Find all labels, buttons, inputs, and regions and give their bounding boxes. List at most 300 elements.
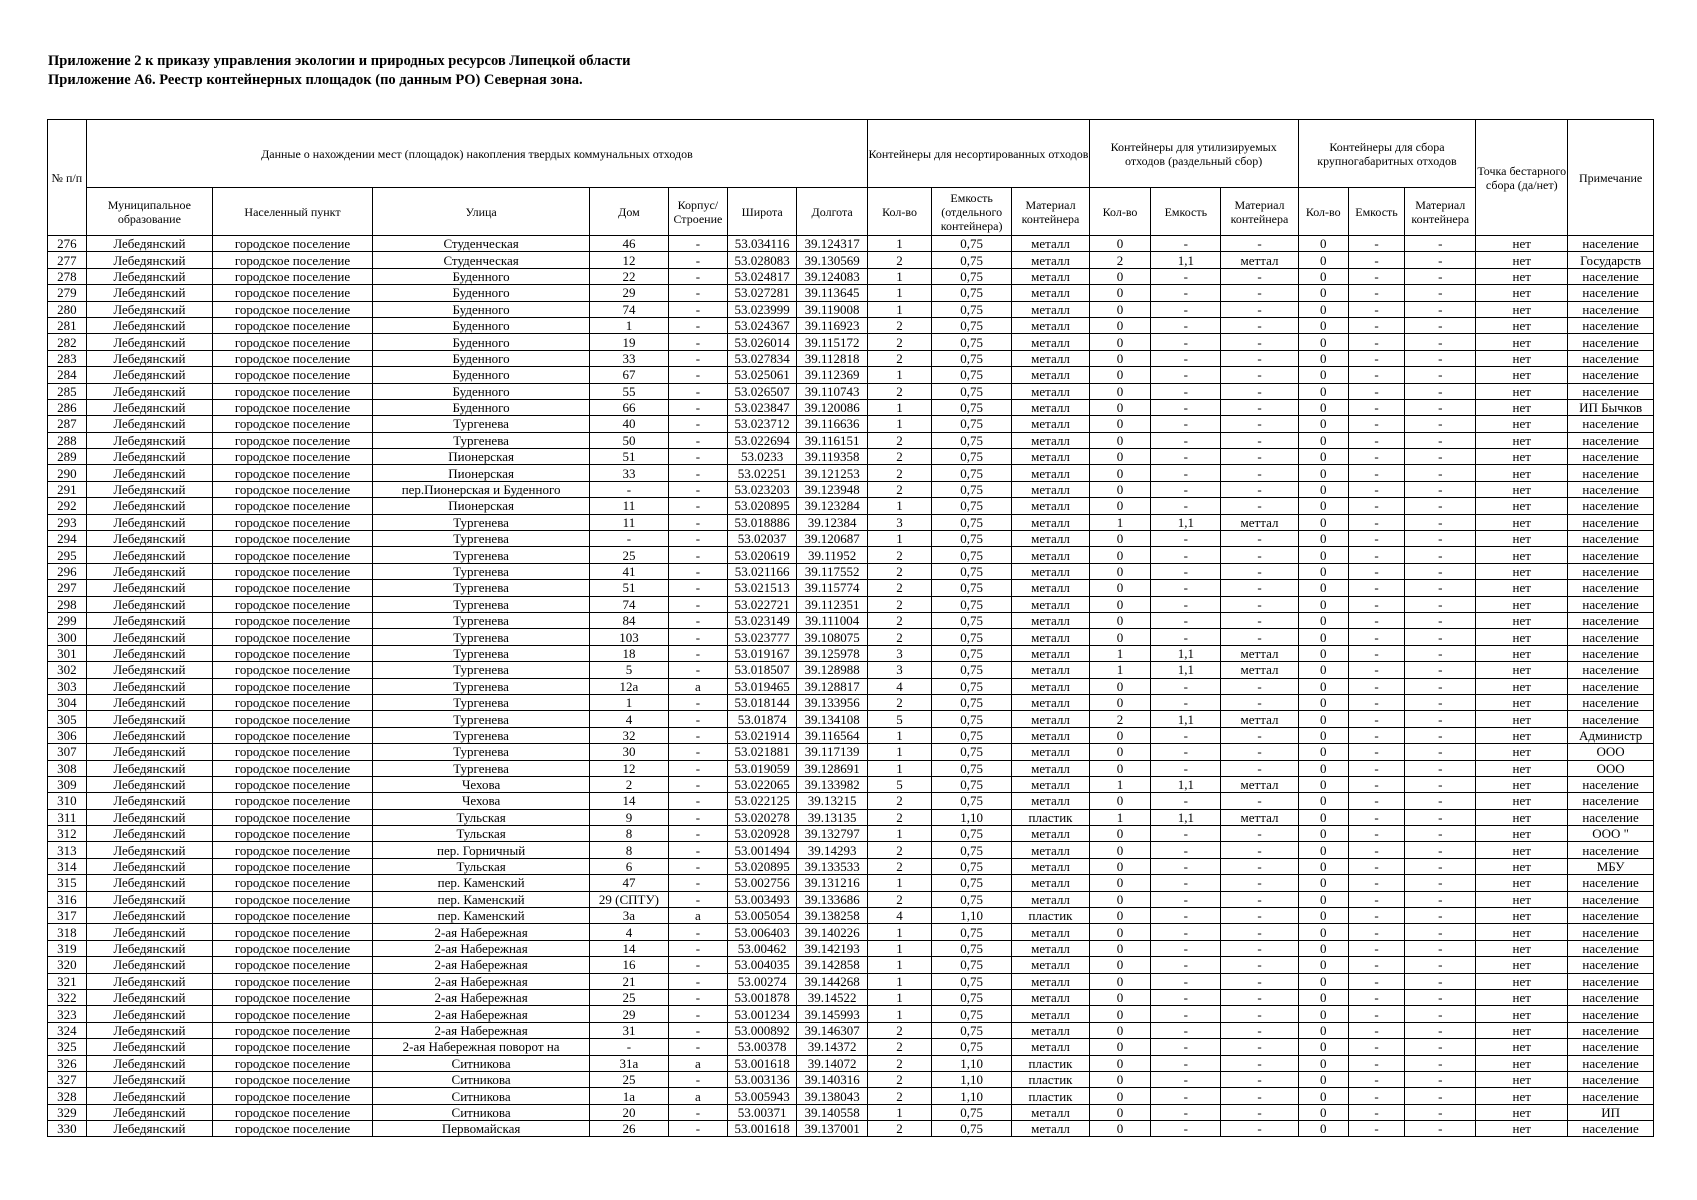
cell-recycled-capacity: - (1151, 1055, 1221, 1071)
cell-point: нет (1476, 744, 1568, 760)
cell-bulky-count: 0 (1298, 317, 1348, 333)
cell-unsorted-count: 2 (868, 612, 932, 628)
cell-unsorted-material: металл (1012, 858, 1089, 874)
col-group-bulky: Контейнеры для сбора крупногабаритных отходов (1298, 120, 1476, 188)
cell-bulky-capacity: - (1348, 334, 1404, 350)
cell-recycled-material: - (1221, 236, 1298, 252)
cell-lat: 53.019059 (728, 760, 797, 776)
cell-building: - (668, 858, 728, 874)
cell-recycled-count: 0 (1089, 1088, 1151, 1104)
cell-recycled-capacity: 1,1 (1151, 645, 1221, 661)
cell-lat: 53.022125 (728, 793, 797, 809)
cell-street: Пионерская (372, 465, 589, 481)
cell-lat: 53.001618 (728, 1055, 797, 1071)
cell-unsorted-count: 5 (868, 711, 932, 727)
cell-num: 313 (48, 842, 87, 858)
cell-unsorted-capacity: 0,75 (931, 940, 1011, 956)
table-row (48, 334, 1654, 350)
cell-bulky-count: 0 (1298, 645, 1348, 661)
cell-num: 284 (48, 367, 87, 383)
cell-recycled-capacity: - (1151, 416, 1221, 432)
cell-note: население (1568, 1121, 1654, 1137)
cell-recycled-capacity: - (1151, 1104, 1221, 1120)
cell-house: 84 (590, 612, 668, 628)
cell-bulky-capacity: - (1348, 1104, 1404, 1120)
cell-house: 74 (590, 301, 668, 317)
cell-num: 330 (48, 1121, 87, 1137)
col-header-building: Корпус/ Строение (668, 188, 728, 236)
cell-bulky-count: 0 (1298, 1121, 1348, 1137)
cell-unsorted-material: металл (1012, 875, 1089, 891)
document-heading (48, 52, 630, 90)
cell-unsorted-count: 2 (868, 793, 932, 809)
cell-bulky-material: - (1405, 826, 1476, 842)
col-header-unsorted-capacity: Емкость (отдельного контейнера) (931, 188, 1011, 236)
cell-municipality: Лебедянский (86, 842, 212, 858)
cell-recycled-material: - (1221, 694, 1298, 710)
cell-building: - (668, 1071, 728, 1087)
cell-note: население (1568, 334, 1654, 350)
cell-building: - (668, 1104, 728, 1120)
cell-unsorted-capacity: 1,10 (931, 1088, 1011, 1104)
table-row (48, 383, 1654, 399)
cell-building: - (668, 694, 728, 710)
cell-unsorted-material: металл (1012, 236, 1089, 252)
cell-recycled-capacity: - (1151, 449, 1221, 465)
cell-settlement: городское поселение (213, 432, 373, 448)
cell-bulky-capacity: - (1348, 1071, 1404, 1087)
cell-house: - (590, 481, 668, 497)
cell-recycled-capacity: - (1151, 481, 1221, 497)
cell-recycled-capacity: - (1151, 842, 1221, 858)
cell-settlement: городское поселение (213, 1055, 373, 1071)
cell-bulky-capacity: - (1348, 629, 1404, 645)
cell-building: - (668, 612, 728, 628)
cell-lat: 53.026014 (728, 334, 797, 350)
cell-recycled-material: - (1221, 973, 1298, 989)
cell-bulky-count: 0 (1298, 826, 1348, 842)
cell-bulky-material: - (1405, 694, 1476, 710)
cell-house: 21 (590, 973, 668, 989)
cell-lon: 39.113645 (797, 285, 868, 301)
cell-unsorted-material: металл (1012, 793, 1089, 809)
cell-bulky-count: 0 (1298, 514, 1348, 530)
cell-street: Первомайская (372, 1121, 589, 1137)
cell-settlement: городское поселение (213, 531, 373, 547)
cell-recycled-count: 0 (1089, 531, 1151, 547)
cell-unsorted-capacity: 0,75 (931, 498, 1011, 514)
cell-street: Тургенева (372, 694, 589, 710)
cell-street: Буденного (372, 399, 589, 415)
cell-recycled-capacity: - (1151, 1022, 1221, 1038)
cell-street: Тургенева (372, 629, 589, 645)
cell-unsorted-capacity: 0,75 (931, 662, 1011, 678)
cell-unsorted-count: 2 (868, 317, 932, 333)
cell-recycled-count: 0 (1089, 793, 1151, 809)
cell-num: 310 (48, 793, 87, 809)
cell-bulky-count: 0 (1298, 350, 1348, 366)
cell-settlement: городское поселение (213, 858, 373, 874)
cell-num: 320 (48, 957, 87, 973)
cell-recycled-capacity: - (1151, 432, 1221, 448)
cell-lon: 39.116564 (797, 727, 868, 743)
cell-point: нет (1476, 301, 1568, 317)
cell-note: население (1568, 465, 1654, 481)
cell-building: - (668, 514, 728, 530)
cell-unsorted-count: 1 (868, 399, 932, 415)
cell-recycled-capacity: - (1151, 891, 1221, 907)
cell-unsorted-material: металл (1012, 629, 1089, 645)
cell-building: - (668, 285, 728, 301)
cell-unsorted-count: 2 (868, 1022, 932, 1038)
cell-unsorted-capacity: 0,75 (931, 776, 1011, 792)
cell-bulky-capacity: - (1348, 236, 1404, 252)
cell-unsorted-count: 2 (868, 432, 932, 448)
cell-point: нет (1476, 350, 1568, 366)
cell-lon: 39.144268 (797, 973, 868, 989)
cell-street: Тургенева (372, 760, 589, 776)
cell-building: а (668, 1088, 728, 1104)
cell-house: 47 (590, 875, 668, 891)
cell-recycled-material: - (1221, 449, 1298, 465)
cell-bulky-material: - (1405, 858, 1476, 874)
cell-settlement: городское поселение (213, 1039, 373, 1055)
cell-unsorted-material: металл (1012, 285, 1089, 301)
cell-municipality: Лебедянский (86, 498, 212, 514)
cell-bulky-count: 0 (1298, 498, 1348, 514)
cell-street: пер. Каменский (372, 891, 589, 907)
cell-house: 51 (590, 580, 668, 596)
cell-building: - (668, 744, 728, 760)
cell-building: - (668, 596, 728, 612)
cell-recycled-capacity: - (1151, 1006, 1221, 1022)
cell-bulky-count: 0 (1298, 908, 1348, 924)
cell-settlement: городское поселение (213, 1022, 373, 1038)
cell-house: 32 (590, 727, 668, 743)
cell-lon: 39.119358 (797, 449, 868, 465)
cell-settlement: городское поселение (213, 842, 373, 858)
cell-house: 29 (590, 1006, 668, 1022)
table-row (48, 1104, 1654, 1120)
table-row (48, 727, 1654, 743)
cell-recycled-count: 0 (1089, 989, 1151, 1005)
cell-recycled-count: 2 (1089, 252, 1151, 268)
cell-bulky-material: - (1405, 760, 1476, 776)
cell-bulky-capacity: - (1348, 580, 1404, 596)
cell-street: Студенческая (372, 236, 589, 252)
cell-lon: 39.128691 (797, 760, 868, 776)
cell-unsorted-count: 2 (868, 334, 932, 350)
cell-settlement: городское поселение (213, 449, 373, 465)
cell-unsorted-count: 2 (868, 350, 932, 366)
cell-municipality: Лебедянский (86, 481, 212, 497)
cell-house: 50 (590, 432, 668, 448)
cell-house: 25 (590, 1071, 668, 1087)
cell-point: нет (1476, 989, 1568, 1005)
cell-recycled-count: 0 (1089, 842, 1151, 858)
cell-recycled-capacity: - (1151, 744, 1221, 760)
cell-unsorted-count: 1 (868, 531, 932, 547)
cell-house: 22 (590, 268, 668, 284)
cell-note: население (1568, 612, 1654, 628)
cell-unsorted-count: 1 (868, 236, 932, 252)
cell-num: 298 (48, 596, 87, 612)
cell-settlement: городское поселение (213, 236, 373, 252)
cell-municipality: Лебедянский (86, 1039, 212, 1055)
cell-unsorted-capacity: 0,75 (931, 793, 1011, 809)
cell-point: нет (1476, 285, 1568, 301)
cell-municipality: Лебедянский (86, 858, 212, 874)
cell-recycled-capacity: 1,1 (1151, 252, 1221, 268)
cell-lat: 53.002756 (728, 875, 797, 891)
table-row (48, 285, 1654, 301)
cell-unsorted-count: 3 (868, 514, 932, 530)
cell-recycled-capacity: - (1151, 612, 1221, 628)
cell-unsorted-capacity: 0,75 (931, 1121, 1011, 1137)
cell-bulky-material: - (1405, 711, 1476, 727)
cell-num: 283 (48, 350, 87, 366)
cell-num: 286 (48, 399, 87, 415)
cell-unsorted-capacity: 0,75 (931, 891, 1011, 907)
cell-recycled-capacity: - (1151, 383, 1221, 399)
table-row (48, 317, 1654, 333)
cell-num: 288 (48, 432, 87, 448)
cell-house: 18 (590, 645, 668, 661)
cell-recycled-material: - (1221, 744, 1298, 760)
cell-bulky-capacity: - (1348, 776, 1404, 792)
cell-lat: 53.020928 (728, 826, 797, 842)
cell-bulky-material: - (1405, 924, 1476, 940)
cell-street: Тургенева (372, 645, 589, 661)
cell-municipality: Лебедянский (86, 301, 212, 317)
cell-unsorted-count: 2 (868, 842, 932, 858)
cell-municipality: Лебедянский (86, 367, 212, 383)
cell-bulky-material: - (1405, 1121, 1476, 1137)
cell-bulky-capacity: - (1348, 596, 1404, 612)
cell-point: нет (1476, 449, 1568, 465)
cell-bulky-material: - (1405, 432, 1476, 448)
cell-recycled-capacity: - (1151, 236, 1221, 252)
cell-unsorted-capacity: 0,75 (931, 711, 1011, 727)
cell-unsorted-count: 1 (868, 285, 932, 301)
cell-house: 12 (590, 252, 668, 268)
cell-house: 74 (590, 596, 668, 612)
cell-unsorted-capacity: 0,75 (931, 465, 1011, 481)
cell-house: 14 (590, 793, 668, 809)
cell-num: 296 (48, 563, 87, 579)
table-row (48, 891, 1654, 907)
cell-recycled-capacity: - (1151, 908, 1221, 924)
cell-lon: 39.12384 (797, 514, 868, 530)
table-header (48, 120, 1654, 236)
cell-unsorted-count: 5 (868, 776, 932, 792)
cell-point: нет (1476, 596, 1568, 612)
cell-settlement: городское поселение (213, 285, 373, 301)
cell-recycled-count: 0 (1089, 1121, 1151, 1137)
cell-unsorted-material: металл (1012, 744, 1089, 760)
cell-lon: 39.14372 (797, 1039, 868, 1055)
cell-lat: 53.02037 (728, 531, 797, 547)
table-row (48, 1055, 1654, 1071)
cell-lon: 39.142193 (797, 940, 868, 956)
cell-recycled-capacity: - (1151, 563, 1221, 579)
cell-bulky-capacity: - (1348, 727, 1404, 743)
cell-lat: 53.006403 (728, 924, 797, 940)
cell-bulky-capacity: - (1348, 481, 1404, 497)
cell-settlement: городское поселение (213, 727, 373, 743)
cell-point: нет (1476, 776, 1568, 792)
cell-bulky-count: 0 (1298, 858, 1348, 874)
cell-bulky-material: - (1405, 285, 1476, 301)
cell-bulky-capacity: - (1348, 891, 1404, 907)
cell-num: 289 (48, 449, 87, 465)
cell-note: население (1568, 957, 1654, 973)
cell-bulky-material: - (1405, 596, 1476, 612)
cell-point: нет (1476, 1022, 1568, 1038)
cell-bulky-material: - (1405, 531, 1476, 547)
cell-bulky-count: 0 (1298, 875, 1348, 891)
col-group-recycled: Контейнеры для утилизируемых отходов (раздельный сбор) (1089, 120, 1298, 188)
cell-recycled-material: меттал (1221, 711, 1298, 727)
cell-note: население (1568, 449, 1654, 465)
cell-lat: 53.001494 (728, 842, 797, 858)
cell-settlement: городское поселение (213, 612, 373, 628)
cell-lat: 53.0233 (728, 449, 797, 465)
col-header-municipality: Муниципальное образование (86, 188, 212, 236)
cell-lon: 39.116923 (797, 317, 868, 333)
cell-unsorted-count: 2 (868, 449, 932, 465)
cell-unsorted-material: пластик (1012, 908, 1089, 924)
cell-point: нет (1476, 711, 1568, 727)
table-row (48, 514, 1654, 530)
cell-unsorted-count: 4 (868, 678, 932, 694)
cell-note: ООО (1568, 760, 1654, 776)
cell-bulky-capacity: - (1348, 989, 1404, 1005)
cell-building: - (668, 989, 728, 1005)
cell-house: 31а (590, 1055, 668, 1071)
cell-street: Буденного (372, 383, 589, 399)
cell-municipality: Лебедянский (86, 678, 212, 694)
cell-house: 3а (590, 908, 668, 924)
cell-lon: 39.108075 (797, 629, 868, 645)
cell-point: нет (1476, 973, 1568, 989)
cell-street: Буденного (372, 301, 589, 317)
cell-street: пер.Пионерская и Буденного (372, 481, 589, 497)
cell-bulky-material: - (1405, 268, 1476, 284)
cell-house: 11 (590, 514, 668, 530)
cell-bulky-count: 0 (1298, 1088, 1348, 1104)
cell-lon: 39.128988 (797, 662, 868, 678)
cell-bulky-material: - (1405, 498, 1476, 514)
cell-lon: 39.133533 (797, 858, 868, 874)
cell-unsorted-capacity: 1,10 (931, 908, 1011, 924)
table-row (48, 1071, 1654, 1087)
cell-bulky-material: - (1405, 645, 1476, 661)
cell-unsorted-capacity: 0,75 (931, 629, 1011, 645)
cell-point: нет (1476, 629, 1568, 645)
table-row (48, 957, 1654, 973)
cell-bulky-material: - (1405, 973, 1476, 989)
cell-recycled-material: - (1221, 350, 1298, 366)
cell-point: нет (1476, 891, 1568, 907)
col-header-bulky-capacity: Емкость (1348, 188, 1404, 236)
cell-recycled-material: - (1221, 1104, 1298, 1120)
cell-bulky-material: - (1405, 580, 1476, 596)
cell-unsorted-material: металл (1012, 350, 1089, 366)
cell-note: население (1568, 842, 1654, 858)
cell-bulky-capacity: - (1348, 498, 1404, 514)
cell-recycled-count: 0 (1089, 268, 1151, 284)
table-row (48, 694, 1654, 710)
cell-recycled-material: меттал (1221, 514, 1298, 530)
cell-recycled-material: - (1221, 826, 1298, 842)
cell-unsorted-material: металл (1012, 481, 1089, 497)
cell-recycled-material: - (1221, 547, 1298, 563)
cell-unsorted-capacity: 0,75 (931, 317, 1011, 333)
cell-lat: 53.028083 (728, 252, 797, 268)
cell-recycled-material: - (1221, 989, 1298, 1005)
cell-unsorted-capacity: 0,75 (931, 481, 1011, 497)
cell-settlement: городское поселение (213, 809, 373, 825)
cell-recycled-material: - (1221, 367, 1298, 383)
cell-bulky-count: 0 (1298, 580, 1348, 596)
title-line-1: Приложение 2 к приказу управления экологии и природных ресурсов Липецкой области (48, 53, 631, 69)
cell-bulky-count: 0 (1298, 711, 1348, 727)
cell-point: нет (1476, 1088, 1568, 1104)
cell-unsorted-capacity: 0,75 (931, 612, 1011, 628)
cell-settlement: городское поселение (213, 875, 373, 891)
cell-recycled-count: 0 (1089, 1055, 1151, 1071)
col-header-recycled-material: Материал контейнера (1221, 188, 1298, 236)
cell-bulky-capacity: - (1348, 317, 1404, 333)
cell-unsorted-capacity: 0,75 (931, 596, 1011, 612)
cell-note: население (1568, 563, 1654, 579)
cell-unsorted-capacity: 0,75 (931, 744, 1011, 760)
cell-building: - (668, 629, 728, 645)
col-group-unsorted: Контейнеры для несортированных отходов (868, 120, 1090, 188)
cell-municipality: Лебедянский (86, 416, 212, 432)
cell-num: 318 (48, 924, 87, 940)
table-row (48, 858, 1654, 874)
cell-bulky-material: - (1405, 1022, 1476, 1038)
cell-unsorted-material: металл (1012, 645, 1089, 661)
cell-house: 14 (590, 940, 668, 956)
cell-note: Администр (1568, 727, 1654, 743)
cell-building: - (668, 268, 728, 284)
cell-num: 307 (48, 744, 87, 760)
cell-municipality: Лебедянский (86, 711, 212, 727)
cell-municipality: Лебедянский (86, 612, 212, 628)
cell-municipality: Лебедянский (86, 1006, 212, 1022)
cell-unsorted-count: 1 (868, 989, 932, 1005)
cell-unsorted-material: металл (1012, 1039, 1089, 1055)
cell-recycled-material: - (1221, 1039, 1298, 1055)
cell-bulky-material: - (1405, 317, 1476, 333)
cell-point: нет (1476, 547, 1568, 563)
cell-recycled-count: 0 (1089, 1104, 1151, 1120)
cell-street: Буденного (372, 350, 589, 366)
cell-unsorted-material: металл (1012, 465, 1089, 481)
cell-unsorted-material: металл (1012, 334, 1089, 350)
cell-recycled-capacity: - (1151, 940, 1221, 956)
cell-note: ООО " (1568, 826, 1654, 842)
cell-bulky-count: 0 (1298, 596, 1348, 612)
cell-recycled-material: - (1221, 891, 1298, 907)
table-row (48, 875, 1654, 891)
cell-settlement: городское поселение (213, 891, 373, 907)
cell-recycled-capacity: - (1151, 399, 1221, 415)
cell-building: - (668, 809, 728, 825)
